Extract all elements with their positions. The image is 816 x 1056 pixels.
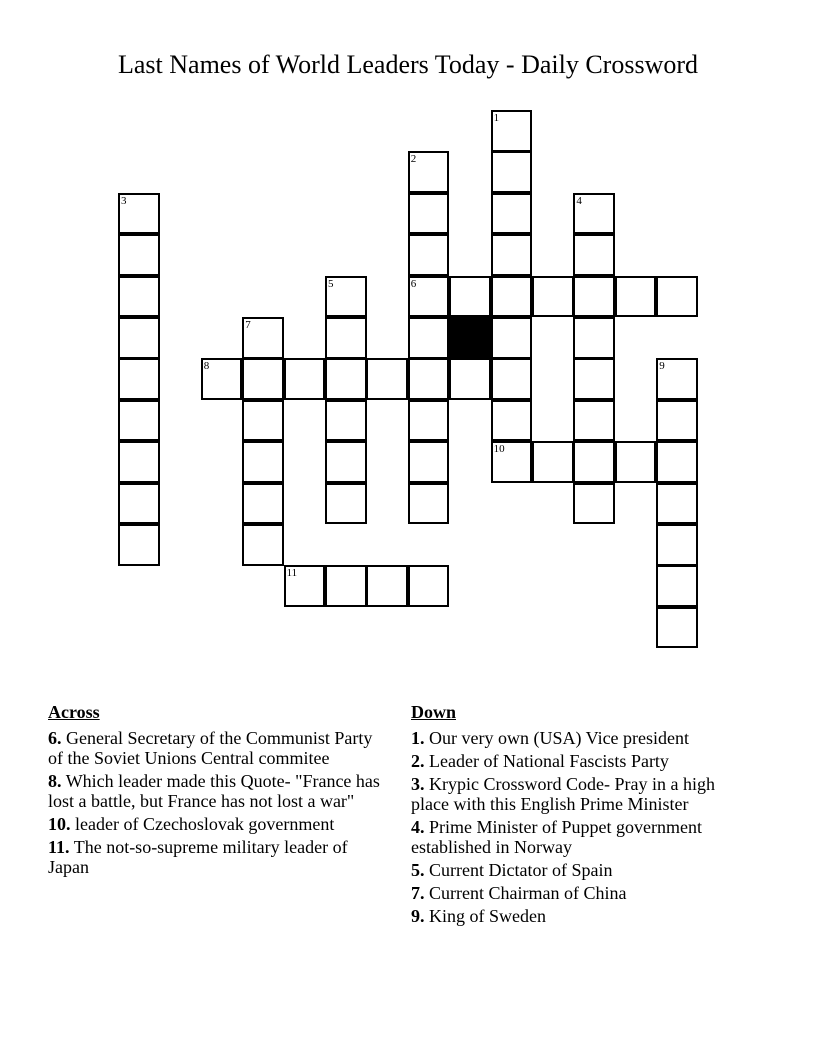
clue-number: 11. xyxy=(48,837,70,857)
clue-text: Our very own (USA) Vice president xyxy=(429,728,690,748)
across-clue-6 xyxy=(48,728,388,768)
clue-text: Which leader made this Quote- "France has lost a battle, but France has not lost a war" xyxy=(48,771,380,811)
grid-cell[interactable] xyxy=(325,317,367,359)
grid-cell[interactable] xyxy=(656,483,698,525)
clue-number: 6. xyxy=(48,728,62,748)
clue-number-label: 2 xyxy=(410,153,417,166)
grid-cell[interactable] xyxy=(325,483,367,525)
grid-cell[interactable] xyxy=(573,441,615,483)
grid-cell[interactable] xyxy=(491,234,533,276)
clue-number: 4. xyxy=(411,817,425,837)
grid-cell[interactable] xyxy=(573,317,615,359)
grid-cell[interactable] xyxy=(491,358,533,400)
grid-cell[interactable] xyxy=(118,400,160,442)
puzzle-title: Last Names of World Leaders Today - Daily Crossword xyxy=(118,50,698,79)
clue-number: 5. xyxy=(411,860,425,880)
grid-cell[interactable] xyxy=(366,358,408,400)
down-clue-9 xyxy=(411,906,756,926)
clue-number: 10. xyxy=(48,814,71,834)
grid-cell[interactable] xyxy=(656,607,698,649)
clue-number-label: 11 xyxy=(286,567,298,580)
grid-cell[interactable] xyxy=(325,276,367,318)
grid-cell[interactable] xyxy=(656,441,698,483)
grid-cell[interactable] xyxy=(242,400,284,442)
clue-number-label: 3 xyxy=(121,194,127,207)
grid-cell[interactable] xyxy=(615,441,657,483)
down-clue-1 xyxy=(411,728,756,748)
grid-cell[interactable] xyxy=(242,483,284,525)
down-clue-5 xyxy=(411,860,756,880)
grid-cell[interactable] xyxy=(242,441,284,483)
grid-cell[interactable] xyxy=(325,400,367,442)
clue-number-label: 6 xyxy=(410,277,417,290)
clue-number: 1. xyxy=(411,728,425,748)
grid-cell[interactable] xyxy=(118,524,160,566)
grid-cell[interactable] xyxy=(573,276,615,318)
down-clues xyxy=(411,702,756,929)
grid-cell[interactable] xyxy=(656,358,698,400)
clue-text: King of Sweden xyxy=(429,906,546,926)
clue-number: 3. xyxy=(411,774,425,794)
grid-cell[interactable] xyxy=(491,400,533,442)
clue-text: Krypic Crossword Code- Pray in a high place with this English Prime Minister xyxy=(411,774,715,814)
grid-cell[interactable] xyxy=(408,193,450,235)
grid-cell[interactable] xyxy=(325,358,367,400)
grid-cell[interactable] xyxy=(118,234,160,276)
clue-number: 2. xyxy=(411,751,425,771)
grid-cell[interactable] xyxy=(491,276,533,318)
grid-cell[interactable] xyxy=(118,483,160,525)
down-clue-7 xyxy=(411,883,756,903)
grid-cell[interactable] xyxy=(656,276,698,318)
grid-cell[interactable] xyxy=(408,441,450,483)
clue-number: 8. xyxy=(48,771,62,791)
across-heading: Across xyxy=(48,702,100,722)
grid-cell[interactable] xyxy=(118,358,160,400)
grid-cell[interactable] xyxy=(573,193,615,235)
down-heading: Down xyxy=(411,702,457,722)
grid-cell[interactable] xyxy=(408,317,450,359)
clue-number-label: 10 xyxy=(493,443,505,456)
clue-text: Current Dictator of Spain xyxy=(429,860,613,880)
clue-text: The not-so-supreme military leader of Japan xyxy=(48,837,348,877)
grid-cell[interactable] xyxy=(408,276,450,318)
grid-cell[interactable] xyxy=(366,565,408,607)
blocked-cell xyxy=(449,317,491,359)
grid-cell[interactable] xyxy=(118,317,160,359)
clue-text: Prime Minister of Puppet government established in Norway xyxy=(411,817,702,857)
clue-number-label: 5 xyxy=(328,277,334,290)
grid-cell[interactable] xyxy=(201,358,243,400)
grid-cell[interactable] xyxy=(491,110,533,152)
grid-cell[interactable] xyxy=(408,358,450,400)
grid-cell[interactable] xyxy=(242,524,284,566)
clue-text: Current Chairman of China xyxy=(429,883,627,903)
grid-cell[interactable] xyxy=(532,276,574,318)
clue-number-label: 8 xyxy=(203,360,210,373)
clue-number-label: 1 xyxy=(493,112,500,124)
grid-cell[interactable] xyxy=(118,441,160,483)
across-clue-11 xyxy=(48,837,388,877)
grid-cell[interactable] xyxy=(573,358,615,400)
grid-cell[interactable] xyxy=(656,400,698,442)
grid-cell[interactable] xyxy=(408,483,450,525)
across-clues xyxy=(48,702,388,880)
grid-cell[interactable] xyxy=(491,441,533,483)
across-clue-10 xyxy=(48,814,388,834)
down-clue-4 xyxy=(411,817,756,857)
grid-cell[interactable] xyxy=(615,276,657,318)
grid-cell[interactable] xyxy=(449,358,491,400)
grid-cell[interactable] xyxy=(118,193,160,235)
grid-cell[interactable] xyxy=(242,358,284,400)
clue-text: General Secretary of the Communist Party of the Soviet Unions Central commitee xyxy=(48,728,373,768)
clue-number-label: 4 xyxy=(576,194,582,207)
down-clue-2 xyxy=(411,751,756,771)
grid-cell[interactable] xyxy=(408,151,450,193)
across-clue-8 xyxy=(48,771,388,811)
grid-cell[interactable] xyxy=(118,276,160,318)
grid-cell[interactable] xyxy=(573,483,615,525)
grid-cell[interactable] xyxy=(656,524,698,566)
grid-cell[interactable] xyxy=(242,317,284,359)
clue-number: 9. xyxy=(411,906,425,926)
clue-text: Leader of National Fascists Party xyxy=(429,751,669,771)
grid-cell[interactable] xyxy=(284,358,326,400)
grid-cell[interactable] xyxy=(408,234,450,276)
clue-number-label: 9 xyxy=(659,360,665,373)
clue-number: 7. xyxy=(411,883,425,903)
down-clue-3 xyxy=(411,774,756,814)
grid-cell[interactable] xyxy=(491,151,533,193)
grid-cell[interactable] xyxy=(656,565,698,607)
grid-cell[interactable] xyxy=(532,441,574,483)
clue-text: leader of Czechoslovak government xyxy=(75,814,335,834)
grid-cell[interactable] xyxy=(408,565,450,607)
grid-cell[interactable] xyxy=(325,441,367,483)
clue-number-label: 7 xyxy=(245,319,251,331)
grid-cell[interactable] xyxy=(491,317,533,359)
grid-cell[interactable] xyxy=(284,565,326,607)
grid-cell[interactable] xyxy=(573,234,615,276)
grid-cell[interactable] xyxy=(325,565,367,607)
grid-cell[interactable] xyxy=(491,193,533,235)
grid-cell[interactable] xyxy=(449,276,491,318)
grid-cell[interactable] xyxy=(408,400,450,442)
grid-cell[interactable] xyxy=(573,400,615,442)
